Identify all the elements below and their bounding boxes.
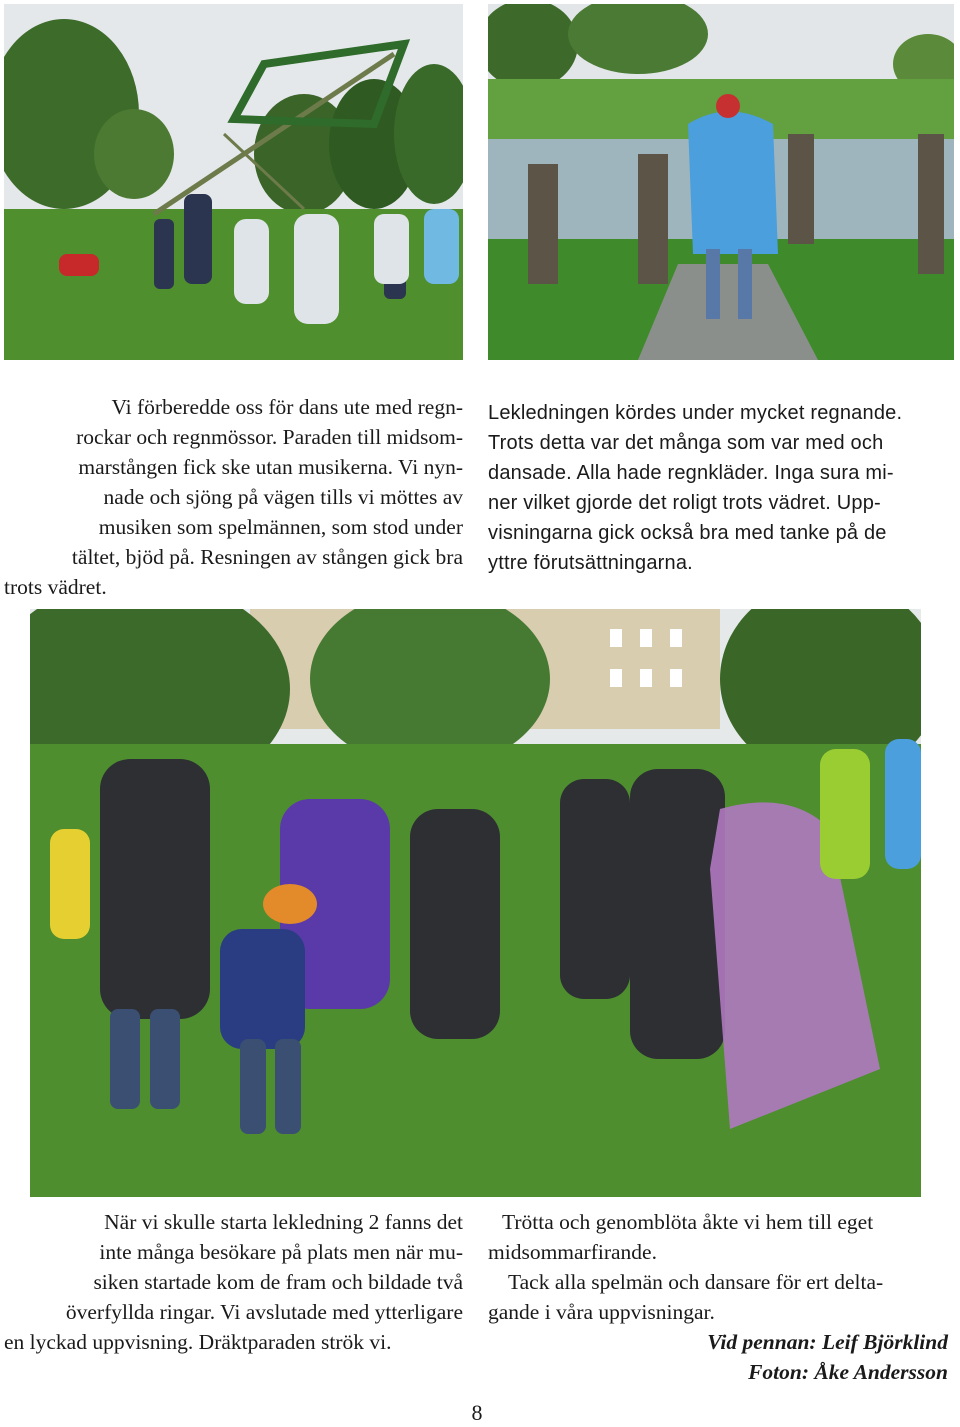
caption-line: Trots detta var det många som var med och — [488, 432, 884, 454]
bottom-left-caption — [4, 1207, 463, 1357]
caption-line: överfyllda ringar. Vi avslutade med ytterligare — [65, 1300, 463, 1324]
dance-photo — [30, 609, 921, 1197]
caption-line: visningarna gick också bra med tanke på de — [488, 522, 887, 544]
bottom-right-caption — [488, 1207, 948, 1387]
caption-line: dansade. Alla hade regnkläder. Inga sura mi- — [488, 462, 894, 484]
caption-line: Tack alla spelmän och dansare för ert delta- — [508, 1270, 884, 1294]
caption-line: trots vädret. — [4, 575, 107, 599]
pond-photo — [488, 4, 954, 360]
dance-scene — [30, 609, 921, 1197]
caption-line: rockar och regnmössor. Paraden till midsom- — [76, 425, 463, 449]
caption-line: marstången fick ske utan musikerna. Vi nyn- — [78, 455, 463, 479]
pond-scene — [488, 4, 954, 360]
page-number: 8 — [471, 1400, 483, 1425]
caption-line: musiken som spelmännen, som stod under — [98, 515, 463, 539]
caption-line: inte många besökare på plats men när mu- — [99, 1240, 463, 1264]
caption-line: Trötta och genomblöta åkte vi hem till eget — [502, 1210, 874, 1234]
caption-line: yttre förutsättningarna. — [488, 552, 693, 574]
maypole-caption — [4, 392, 463, 602]
caption-line: nade och sjöng på vägen tills vi möttes av — [103, 485, 463, 509]
caption-line: Lekledningen kördes under mycket regnande. — [488, 402, 903, 424]
caption-line: midsommarfirande. — [488, 1240, 657, 1264]
caption-line: en lyckad uppvisning. Dräktparaden strök vi. — [4, 1330, 392, 1354]
maypole-photo — [4, 4, 463, 360]
caption-line: tältet, bjöd på. Resningen av stången gick bra — [71, 545, 463, 569]
lekledning-caption — [488, 398, 950, 578]
caption-line: gande i våra uppvisningar. — [488, 1300, 715, 1324]
caption-line: siken startade kom de fram och bildade två — [93, 1270, 463, 1294]
caption-line: När vi skulle starta lekledning 2 fanns det — [104, 1210, 463, 1234]
photo-credit: Foton: Åke Andersson — [748, 1360, 948, 1384]
author-credit: Vid pennan: Leif Björklind — [707, 1330, 948, 1354]
caption-line: Vi förberedde oss för dans ute med regn- — [111, 395, 463, 419]
caption-line: ner vilket gjorde det roligt trots vädret. Upp- — [488, 492, 881, 514]
maypole-scene — [4, 4, 463, 360]
